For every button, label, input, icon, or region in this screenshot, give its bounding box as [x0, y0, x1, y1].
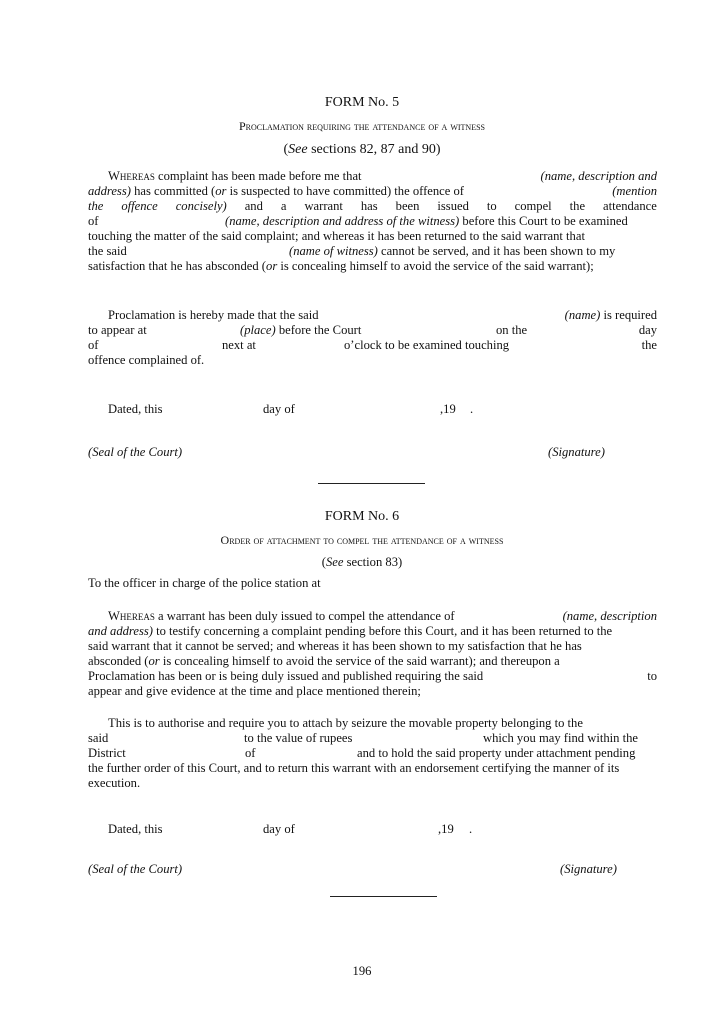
form5-section-reference: (See sections 82, 87 and 90) [283, 142, 441, 157]
form5-p2-line2-d: on the [496, 323, 528, 337]
form6-p2-line4: the further order of this Court, and to return this warrant with an endorsement certifying the manner of its [88, 761, 620, 775]
form6-p1-line3: said warrant that it cannot be served; and whereas it has been shown to my satisfaction that he has [88, 639, 582, 653]
form5-p2-line2-b: (place) before the Court [240, 323, 362, 337]
form5-p1-line6: (name of witness) cannot be served, and it has been shown to my [289, 244, 616, 258]
form5-p1-line3: the offence concisely) and a warrant has been issued to compel the attendance [88, 199, 657, 213]
form5-p2-line1-right: (name) is required [564, 308, 657, 322]
form6-signature: (Signature) [560, 862, 617, 876]
form5-dated-period: . [470, 402, 474, 416]
form5-p2-line3-b: next at [222, 338, 256, 352]
form5-p2-line3-d: the [641, 338, 657, 352]
form5-signature: (Signature) [548, 445, 605, 459]
form6-p2-line2-b: to the value of rupees [244, 731, 353, 745]
form5-p2-line2-a: to appear at [88, 323, 147, 337]
form6-dated-day-of: day of [263, 822, 295, 836]
form6-addressee-line: To the officer in charge of the police station at [88, 576, 321, 590]
form5-p1-line6-left: the said [88, 244, 127, 258]
form6-p1-line6: appear and give evidence at the time and place mentioned therein; [88, 684, 421, 698]
form6-p2-line3-b: of [245, 746, 256, 760]
form5-p1-line2: address) has committed (or is suspected to have committed) the offence of [88, 184, 464, 198]
page-number: 196 [352, 964, 372, 978]
form6-dated-period: . [469, 822, 473, 836]
form6-section-reference: (See section 83) [321, 555, 403, 569]
form5-subheading: Proclamation requiring the attendance of a witness [239, 119, 485, 133]
form5-dated-year: ,19 [440, 402, 456, 416]
form6-p2-line2-a: said [88, 731, 109, 745]
form5-p2-line3-c: o’clock to be examined touching [344, 338, 510, 352]
form6-p1-line2: and address) to testify concerning a complaint pending before this Court, and it has been returned to the [88, 624, 613, 638]
form5-seal-of-court: (Seal of the Court) [88, 445, 183, 459]
form6-p2-line3-a: District [88, 746, 126, 760]
form6-p1-line1: Whereas a warrant has been duly issued to compel the attendance of [108, 609, 455, 623]
form-divider-1 [318, 483, 425, 484]
form5-p1-line4: (name, description and address of the witness) before this Court to be examined [225, 214, 628, 228]
form5-p1-line2-right: (mention [612, 184, 657, 198]
form6-p1-line5: Proclamation has been or is being duly issued and published requiring the said [88, 669, 484, 683]
form5-p2-line3-a: of [88, 338, 99, 352]
form5-dated-label: Dated, this [108, 402, 163, 416]
form6-p2-line1: This is to authorise and require you to attach by seizure the movable property belonging to the [108, 716, 583, 730]
form5-heading: FORM No. 5 [324, 95, 400, 110]
form6-p1-line1-right: (name, description [562, 609, 657, 623]
form5-p1-line1-right: (name, description and [540, 169, 657, 183]
form6-p2-line5: execution. [88, 776, 141, 790]
form6-seal-of-court: (Seal of the Court) [88, 862, 183, 876]
form6-p2-line2-c: which you may find within the [483, 731, 638, 745]
form5-p2-line4: offence complained of. [88, 353, 205, 367]
form6-dated-year: ,19 [438, 822, 454, 836]
form6-heading: FORM No. 6 [324, 509, 400, 524]
form5-dated-day-of: day of [263, 402, 295, 416]
form5-p1-line4-left: of [88, 214, 99, 228]
form5-p1-line7: satisfaction that he has absconded (or is concealing himself to avoid the service of the said warrant); [88, 259, 594, 273]
form6-p1-line5-right: to [647, 669, 657, 683]
form6-p2-line3-c: and to hold the said property under attachment pending [357, 746, 636, 760]
form6-subheading: Order of attachment to compel the attendance of a witness [220, 533, 504, 547]
form-divider-2 [330, 896, 437, 897]
form6-p1-line4: absconded (or is concealing himself to avoid the service of the said warrant); and thereupon a [88, 654, 560, 668]
form5-p2-line2-e: day [638, 323, 657, 337]
form5-p2-line1-left: Proclamation is hereby made that the said [108, 308, 319, 322]
form6-dated-label: Dated, this [108, 822, 163, 836]
form5-p1-line1: Whereas complaint has been made before me that [108, 169, 362, 183]
form5-p1-line5: touching the matter of the said complaint; and whereas it has been returned to the said warrant that [88, 229, 585, 243]
